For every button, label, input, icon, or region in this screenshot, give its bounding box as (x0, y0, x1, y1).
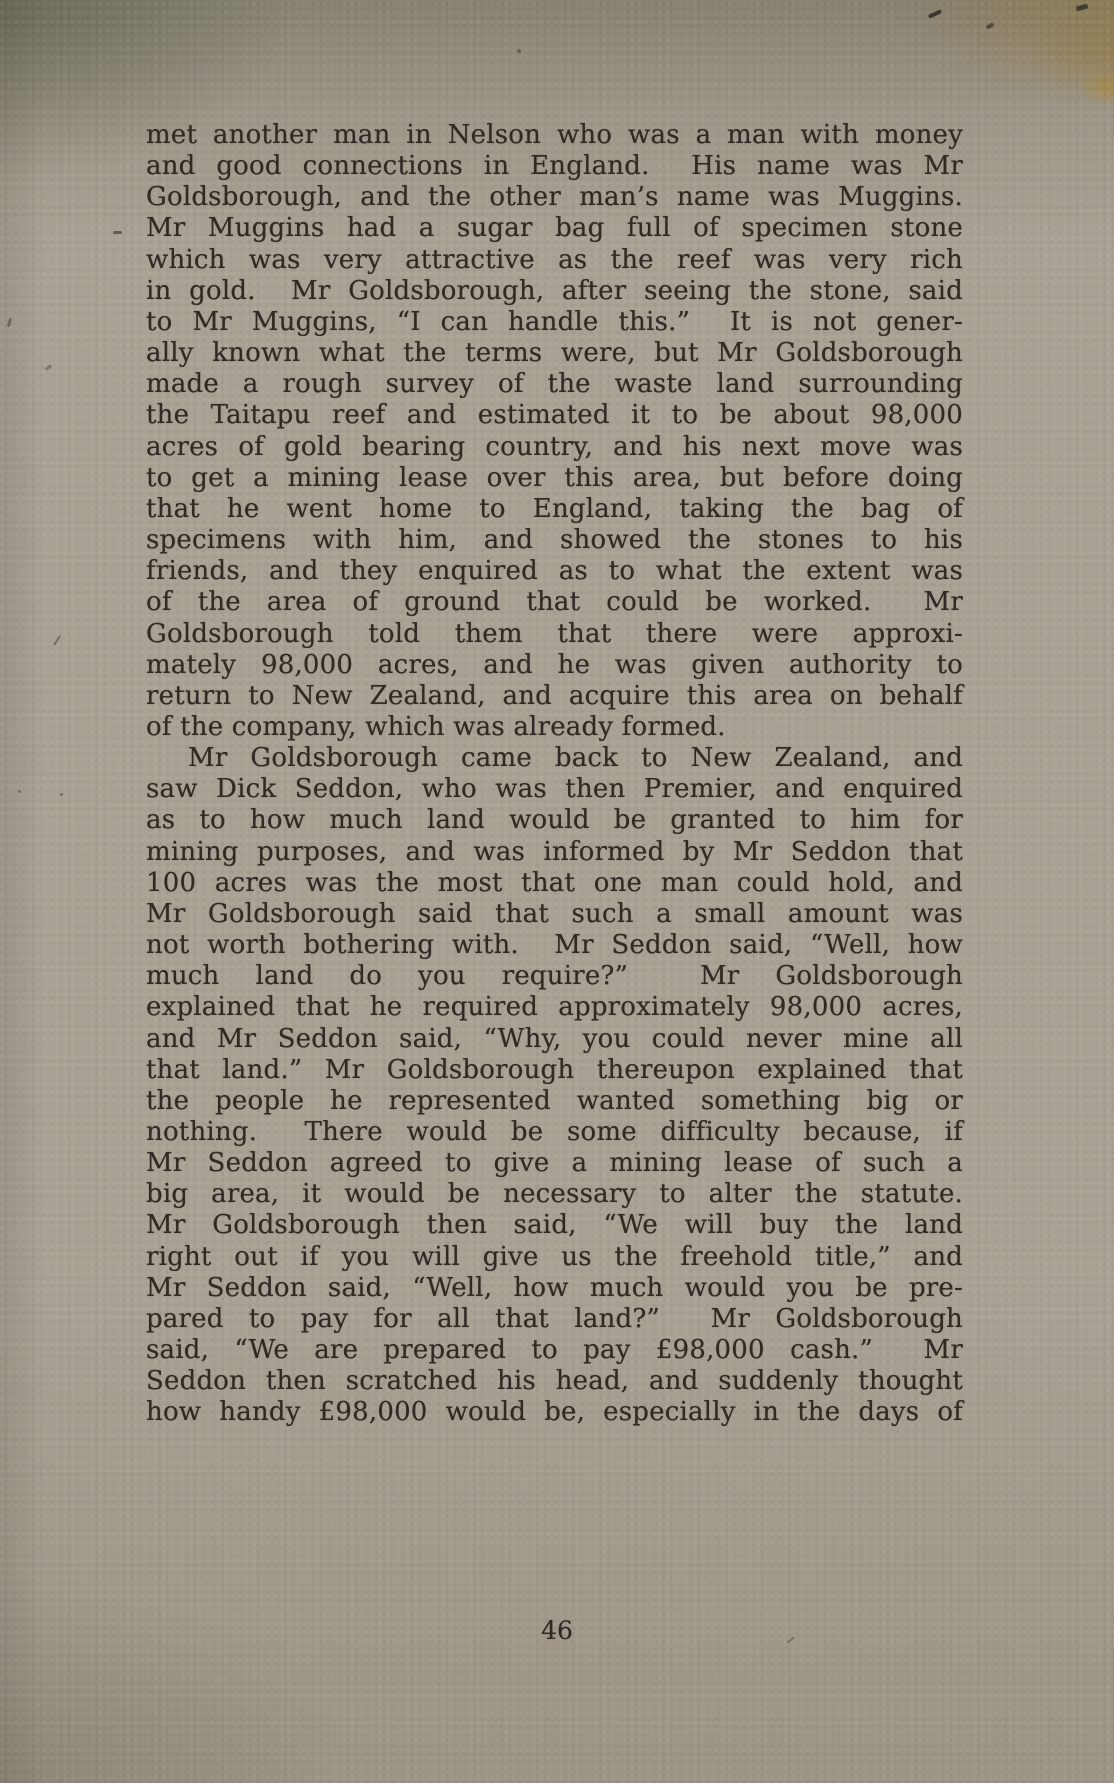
paper-speck (18, 790, 21, 793)
text-line: 100 acres was the most that one man could hold, and (146, 867, 963, 898)
text-line: big area, it would be necessary to alter the statute. (146, 1179, 963, 1210)
paper-speck (986, 22, 995, 29)
paper-speck (113, 231, 122, 234)
text-line: mately 98,000 acres, and he was given authority to (146, 649, 963, 680)
page-text (146, 120, 963, 1429)
text-line: specimens with him, and showed the stones to his (146, 525, 963, 556)
text-line: right out if you will give us the freehold title,” and (146, 1241, 963, 1272)
paper-speck (60, 793, 63, 796)
text-line: much land do you require?” Mr Goldsborough (146, 961, 963, 992)
text-line: ally known what the terms were, but Mr Goldsborough (146, 338, 963, 369)
text-line: mining purposes, and was informed by Mr Seddon that (146, 836, 963, 867)
text-line: Mr Goldsborough came back to New Zealand, and (188, 743, 963, 774)
text-line: of the area of ground that could be worked. Mr (146, 587, 963, 618)
text-line: Seddon then scratched his head, and suddenly thought (146, 1366, 963, 1397)
text-line: and good connections in England. His name was Mr (146, 151, 963, 182)
paper-speck (53, 635, 61, 645)
page-number: 46 (541, 1616, 573, 1645)
text-line: explained that he required approximately 98,000 acres, (146, 992, 963, 1023)
text-line: friends, and they enquired as to what the extent was (146, 556, 963, 587)
text-line: nothing. There would be some difficulty because, if (146, 1117, 963, 1147)
text-line: pared to pay for all that land?” Mr Goldsborough (146, 1303, 963, 1334)
paper-speck (517, 49, 521, 53)
text-line: Mr Goldsborough then said, “We will buy the land (146, 1210, 963, 1241)
text-line: of the company, which was already formed. (146, 711, 726, 742)
paper-speck (45, 364, 52, 371)
text-line: and Mr Seddon said, “Why, you could never mine all (146, 1023, 963, 1054)
text-line: in gold. Mr Goldsborough, after seeing the stone, said (146, 275, 963, 306)
text-line: to Mr Muggins, “I can handle this.” It is not gener- (146, 306, 963, 337)
text-line: to get a mining lease over this area, but before doing (146, 462, 963, 493)
text-line: met another man in Nelson who was a man with money (146, 120, 963, 150)
text-line: return to New Zealand, and acquire this area on behalf (146, 680, 963, 711)
text-line: saw Dick Seddon, who was then Premier, and enquired (146, 774, 963, 805)
text-line: acres of gold bearing country, and his next move was (146, 431, 963, 462)
text-line: Mr Seddon agreed to give a mining lease of such a (146, 1148, 963, 1179)
text-line: that he went home to England, taking the bag of (146, 493, 963, 524)
text-line: said, “We are prepared to pay £98,000 cash.” Mr (146, 1335, 963, 1366)
text-line: the Taitapu reef and estimated it to be about 98,000 (146, 400, 963, 431)
text-line: Mr Goldsborough said that such a small amount was (146, 898, 963, 929)
paper-speck (928, 9, 942, 19)
text-line: the people he represented wanted something big or (146, 1085, 963, 1116)
paper-speck (1076, 4, 1089, 12)
paper-speck (7, 318, 12, 327)
text-line: Mr Seddon said, “Well, how much would you be pre- (146, 1272, 963, 1303)
text-line: that land.” Mr Goldsborough thereupon explained that (146, 1054, 963, 1085)
text-line: how handy £98,000 would be, especially in the days of (146, 1397, 963, 1428)
text-line: made a rough survey of the waste land surrounding (146, 369, 963, 400)
text-line: as to how much land would be granted to him for (146, 805, 963, 836)
text-line: which was very attractive as the reef was very rich (146, 244, 963, 275)
text-line: Goldsborough, and the other man’s name was Muggins. (146, 182, 963, 213)
text-line: not worth bothering with. Mr Seddon said, “Well, how (146, 930, 963, 961)
text-line: Mr Muggins had a sugar bag full of specimen stone (146, 213, 963, 244)
text-line: Goldsborough told them that there were approxi- (146, 618, 963, 649)
